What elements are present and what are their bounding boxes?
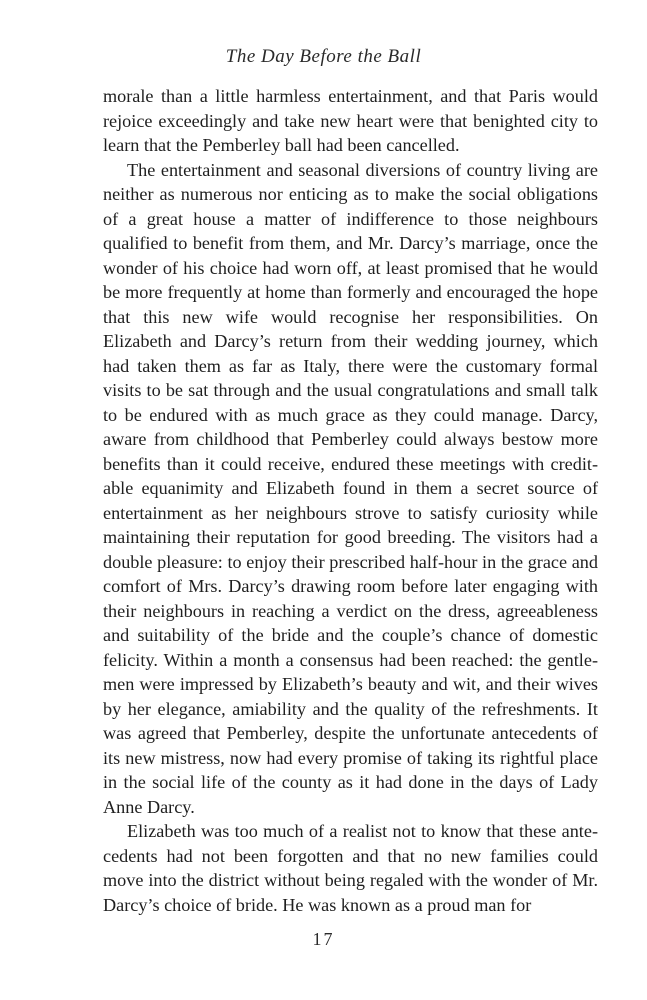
- paragraph: Elizabeth was too much of a realist not to know that these antecedents had not been forgotten and that no new families could move into the district without being regaled with the wonder of Mr. Darcy’s choice of bride. He was known as a proud man for: [103, 821, 598, 915]
- paragraph-continued: morale than a little harmless entertainment, and that Paris would rejoice exceedingly and take new heart were that benighted city to learn that the Pemberley ball had been cancelled.: [103, 86, 598, 155]
- paragraph: The entertainment and seasonal diversions of country living are neither as numerous nor enticing as to make the social obligations of a great house a matter of indifference to those neighbours qualified to benefit from them, and Mr. Darcy’s marriage, once the wonder of his choice had worn off, at least promised that he would be more frequently at home than formerly and encouraged the hope that this new wife would recognise her responsibilities. On Elizabeth and Darcy’s return from their wedding journey, which had taken them as far as Italy, there were the customary formal visits to be sat through and the usual congratulations and small talk to be endured with as much grace as they could manage. Darcy, aware from childhood that Pemberley could always bestow more benefits than it could receive, endured these meetings with creditable equanimity and Elizabeth found in them a secret source of entertainment as her neighbours strove to satisfy curiosity while maintaining their reputation for good breeding. The visitors had a double pleasure: to enjoy their prescribed half-hour in the grace and comfort of Mrs. Darcy’s drawing room before later engaging with their neighbours in reaching a verdict on the dress, agreeableness and suitability of the bride and the couple’s chance of domestic felicity. Within a month a consensus had been reached: the gentlemen were impressed by Elizabeth’s beauty and wit, and their wives by her elegance, amiability and the quality of the refreshments. It was agreed that Pemberley, despite the unfortunate antecedents of its new mistress, now had every promise of taking its rightful place in the social life of the county as it had done in the days of Lady Anne Darcy.: [103, 159, 598, 817]
- page-number: 17: [312, 929, 335, 949]
- body-text: [103, 84, 598, 917]
- running-head: The Day Before the Ball: [225, 46, 422, 67]
